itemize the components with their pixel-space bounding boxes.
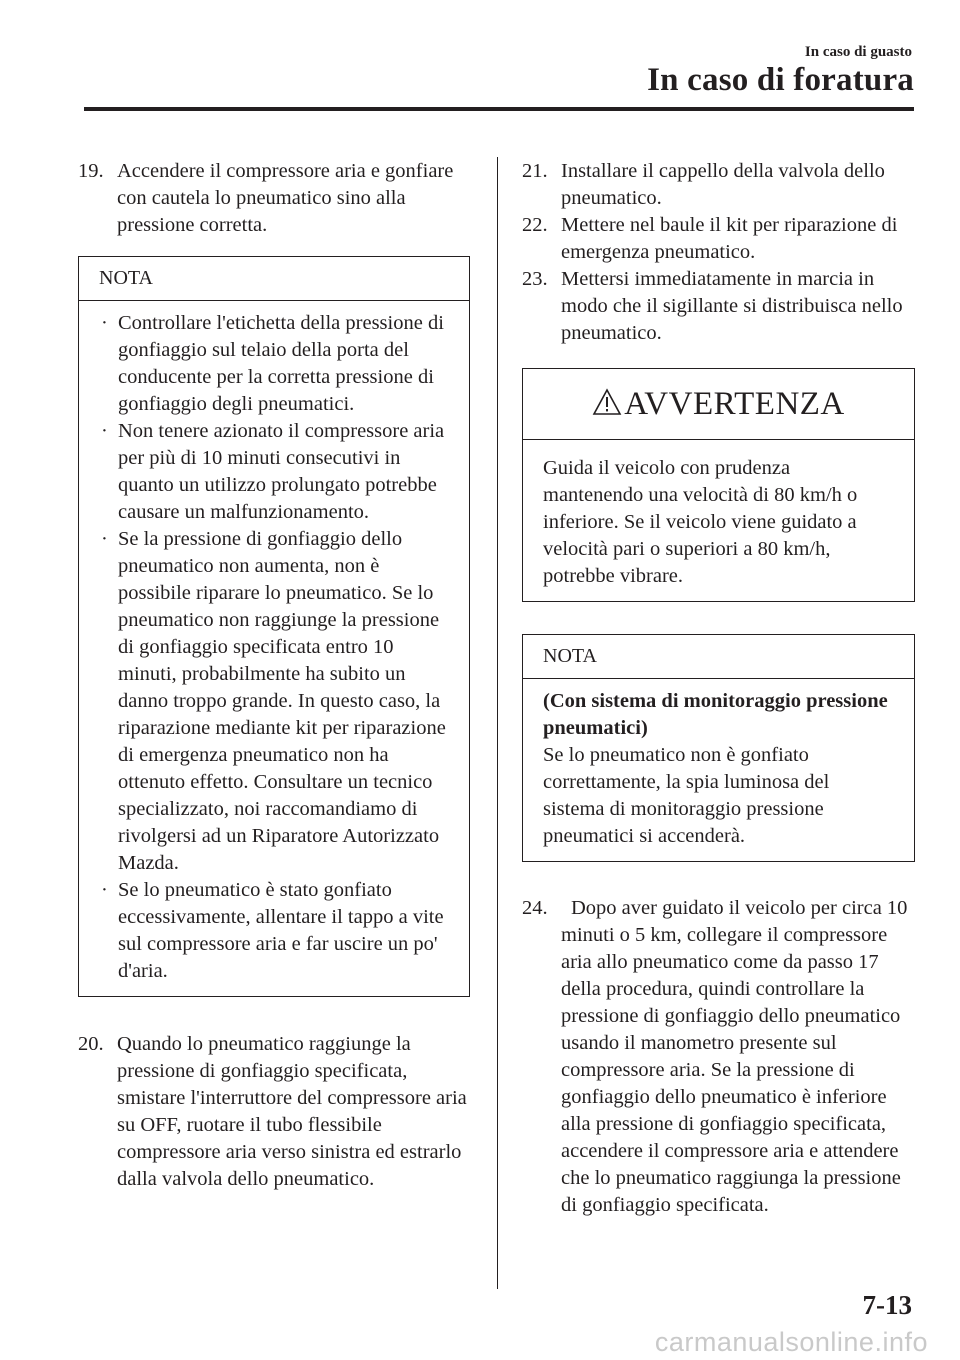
step-number: 22. — [522, 214, 548, 236]
note-bullet-text: Se la pressione di gonfiaggio dello pneumatico non aumenta, non è possibile riparare lo pneumatico. Se lo pneumatico non raggiunge la pressione di gonfiaggio specificata entro 10 minuti, probabilmente ha subito un danno troppo grande. In questo caso, la riparazione mediante kit per riparazione di emergenza pneumatico non ha ottenuto effetto. Consultare un tecnico specializzato, noi raccomandiamo di rivolgersi ad un Riparatore Autorizzato Mazda. — [118, 528, 446, 874]
note-bullet-text: Non tenere azionato il compressore aria per più di 10 minuti consecutivi in quanto un utilizzo prolungato potrebbe causare un malfunzionamento. — [118, 420, 445, 523]
step-text: Accendere il compressore aria e gonfiare con cautela lo pneumatico sino alla pressione corretta. — [117, 160, 454, 236]
warning-header — [523, 369, 914, 440]
note-bullet — [99, 877, 449, 985]
step-number: 19. — [78, 160, 104, 182]
right-column — [522, 158, 915, 1219]
step-20 — [78, 1031, 470, 1193]
note-bullet — [99, 310, 449, 418]
step-22 — [522, 212, 915, 266]
warning-triangle-icon — [592, 388, 622, 416]
step-21 — [522, 158, 915, 212]
note-bullet-text: Controllare l'etichetta della pressione di gonfiaggio sul telaio della porta del conducente per la corretta pressione di gonfiaggio degli pneumatici. — [118, 312, 444, 415]
note-body — [79, 301, 469, 996]
step-19 — [78, 158, 470, 239]
note-bullet — [99, 418, 449, 526]
note-heading: NOTA — [79, 257, 469, 301]
step-text: Quando lo pneumatico raggiunge la pressione di gonfiaggio specificata, smistare l'interruttore del compressore aria su OFF, ruotare il tubo flessibile compressore aria verso sinistra ed estrarlo dalla valvola dello pneumatico. — [117, 1033, 467, 1190]
step-text: Mettersi immediatamente in marcia in modo che il sigillante si distribuisca nello pneumatico. — [561, 268, 903, 344]
note-body — [523, 679, 914, 861]
step-number: 21. — [522, 160, 548, 182]
step-24 — [522, 895, 915, 1219]
step-number: 24. — [522, 897, 548, 919]
warning-heading: AVVERTENZA — [624, 385, 845, 422]
warning-text: Guida il veicolo con prudenza mantenendo una velocità di 80 km/h o inferiore. Se il veicolo viene guidato a velocità pari o superiori a 80 km/h, potrebbe vibrare. — [543, 457, 858, 587]
bullet-dot-icon: · — [101, 420, 108, 442]
note-box-2 — [522, 634, 915, 862]
note-bullet-text: Se lo pneumatico è stato gonfiato eccessivamente, allentare il tappo a vite sul compressore aria e far uscire un po' d'aria. — [118, 879, 444, 982]
note-heading: NOTA — [523, 635, 914, 679]
note-subheading: (Con sistema di monitoraggio pressione pneumatici) — [543, 690, 888, 739]
left-column — [78, 158, 470, 1193]
watermark: carmanualsonline.info — [654, 1327, 928, 1357]
header-section-label: In caso di guasto — [804, 44, 912, 60]
bullet-dot-icon: · — [101, 528, 108, 550]
step-text: Installare il cappello della valvola dello pneumatico. — [561, 160, 885, 209]
bullet-dot-icon: · — [101, 879, 108, 901]
step-number: 20. — [78, 1033, 104, 1055]
column-divider — [497, 157, 498, 1289]
step-number: 23. — [522, 268, 548, 290]
warning-body — [523, 440, 914, 601]
page-number: 7-13 — [862, 1290, 912, 1320]
note-box — [78, 256, 470, 997]
step-text: Mettere nel baule il kit per riparazione di emergenza pneumatico. — [561, 214, 898, 263]
warning-box — [522, 368, 915, 602]
note-bullet — [99, 526, 449, 877]
note-text: Se lo pneumatico non è gonfiato correttamente, la spia luminosa del sistema di monitoraggio pressione pneumatici si accenderà. — [543, 744, 830, 847]
step-23 — [522, 266, 915, 347]
header-rule — [84, 107, 914, 111]
bullet-dot-icon: · — [101, 312, 108, 334]
page-title: In caso di foratura — [647, 62, 914, 98]
step-text: Dopo aver guidato il veicolo per circa 10 minuti o 5 km, collegare il compressore aria allo pneumatico come da passo 17 della procedura, quindi controllare la pressione di gonfiaggio dello pneumatico usando il manometro presente sul compressore aria. Se la pressione di gonfiaggio dello pneumatico è inferiore alla pressione di gonfiaggio specificata, accendere il compressore aria e attendere che lo pneumatico raggiunga la pressione di gonfiaggio specificata. — [561, 897, 908, 1216]
